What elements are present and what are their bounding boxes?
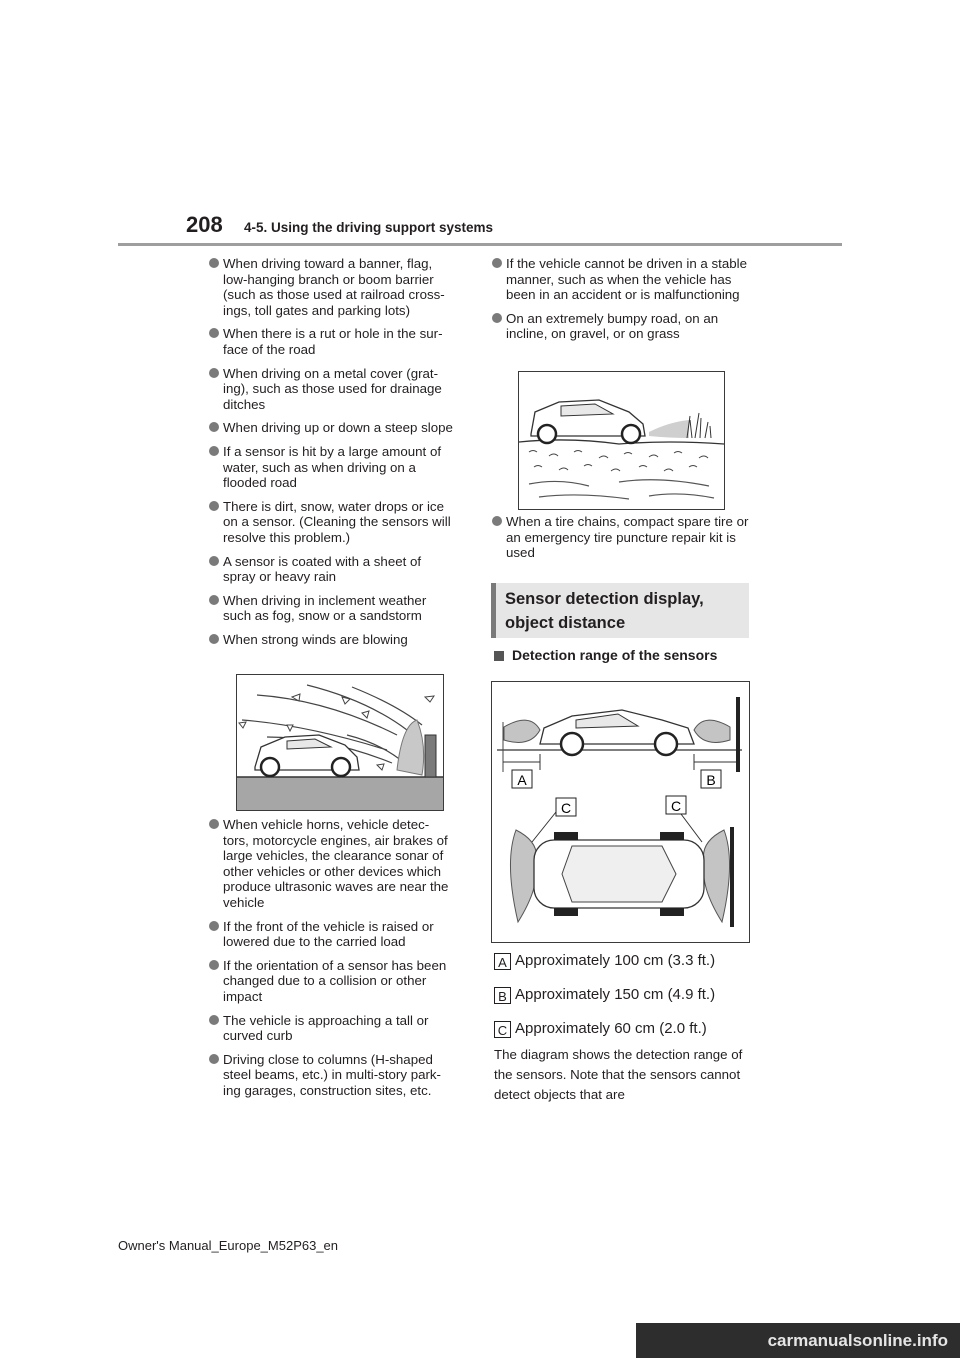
bullet-icon bbox=[209, 446, 219, 456]
bullet-icon bbox=[209, 1015, 219, 1025]
left-bullet-list bbox=[209, 256, 455, 655]
list-item: If the front of the vehicle is raised or lowered due to the carried load bbox=[209, 919, 455, 950]
detection-range-diagram bbox=[491, 681, 750, 943]
legend-key: B bbox=[494, 987, 511, 1004]
list-item: There is dirt, snow, water drops or ice on a sensor. (Cleaning the sensors will resolve this problem.) bbox=[209, 499, 455, 546]
bullet-icon bbox=[209, 422, 219, 432]
bullet-icon bbox=[492, 516, 502, 526]
bullet-icon bbox=[209, 1054, 219, 1064]
bullet-icon bbox=[209, 819, 219, 829]
watermark: carmanualsonline.info bbox=[636, 1323, 960, 1358]
legend-item-b: B Approximately 150 cm (4.9 ft.) bbox=[494, 986, 715, 1004]
list-item: When strong winds are blowing bbox=[209, 632, 455, 648]
gravel-car-illustration bbox=[519, 372, 724, 509]
sensor-range-illustration bbox=[492, 682, 749, 942]
illustration-bumpy-road bbox=[518, 371, 725, 510]
page-number: 208 bbox=[186, 212, 223, 237]
body-paragraph: The diagram shows the detection range of the sensors. Note that the sensors cannot detect objects that are bbox=[494, 1047, 743, 1102]
legend-key: C bbox=[494, 1021, 511, 1038]
right-bullet-list-2 bbox=[492, 514, 754, 569]
label-b: B bbox=[706, 772, 716, 788]
label-a: A bbox=[517, 772, 527, 788]
bullet-icon bbox=[209, 501, 219, 511]
wind-car-illustration bbox=[237, 675, 443, 810]
header-rule bbox=[118, 243, 842, 246]
section-heading: Sensor detection display, object distance bbox=[491, 583, 749, 638]
bullet-icon bbox=[209, 595, 219, 605]
list-item: When vehicle horns, vehicle detec-tors, motorcycle engines, air brakes of large vehicles, the clearance sonar of other vehicles or other devices which produce ultrasonic waves are near the vehicle bbox=[209, 817, 455, 911]
list-item: When a tire chains, compact spare tire or an emergency tire puncture repair kit is used bbox=[492, 514, 754, 561]
list-item: On an extremely bumpy road, on an incline, on gravel, or on grass bbox=[492, 311, 754, 342]
bullet-icon bbox=[209, 368, 219, 378]
bullet-icon bbox=[209, 921, 219, 931]
subheading: Detection range of the sensors bbox=[494, 647, 717, 663]
list-item: When there is a rut or hole in the sur-face of the road bbox=[209, 326, 455, 357]
bullet-icon bbox=[209, 960, 219, 970]
list-item: If the vehicle cannot be driven in a stable manner, such as when the vehicle has been in an accident or is malfunctioning bbox=[492, 256, 754, 303]
illustration-strong-winds bbox=[236, 674, 444, 811]
list-item: When driving on a metal cover (grat-ing), such as those used for drainage ditches bbox=[209, 366, 455, 413]
legend-item-c: C Approximately 60 cm (2.0 ft.) bbox=[494, 1020, 707, 1038]
bullet-icon bbox=[209, 258, 219, 268]
list-item: If the orientation of a sensor has been changed due to a collision or other impact bbox=[209, 958, 455, 1005]
list-item: Driving close to columns (H-shaped steel beams, etc.) in multi-story park-ing garages, construction sites, etc. bbox=[209, 1052, 455, 1099]
list-item: The vehicle is approaching a tall or curved curb bbox=[209, 1013, 455, 1044]
left-bullet-list-2 bbox=[209, 817, 455, 1107]
footer: Owner's Manual_Europe_M52P63_en bbox=[118, 1238, 339, 1253]
list-item: When driving up or down a steep slope bbox=[209, 420, 455, 436]
right-bullet-list bbox=[492, 256, 754, 350]
bullet-icon bbox=[492, 258, 502, 268]
square-bullet-icon bbox=[494, 651, 504, 661]
legend-key: A bbox=[494, 953, 511, 970]
label-c-left: C bbox=[560, 800, 572, 816]
bullet-icon bbox=[209, 556, 219, 566]
section-title: 4-5. Using the driving support systems bbox=[244, 220, 494, 235]
list-item: A sensor is coated with a sheet of spray or heavy rain bbox=[209, 554, 455, 585]
list-item: When driving in inclement weather such as fog, snow or a sandstorm bbox=[209, 593, 455, 624]
list-item: If a sensor is hit by a large amount of water, such as when driving on a flooded road bbox=[209, 444, 455, 491]
label-c-right: C bbox=[670, 798, 682, 814]
legend-item-a: A Approximately 100 cm (3.3 ft.) bbox=[494, 952, 715, 970]
bullet-icon bbox=[492, 313, 502, 323]
bullet-icon bbox=[209, 634, 219, 644]
bullet-icon bbox=[209, 328, 219, 338]
list-item: When driving toward a banner, flag, low-hanging branch or boom barrier (such as those used at railroad cross-ings, toll gates and parking lots) bbox=[209, 256, 455, 318]
